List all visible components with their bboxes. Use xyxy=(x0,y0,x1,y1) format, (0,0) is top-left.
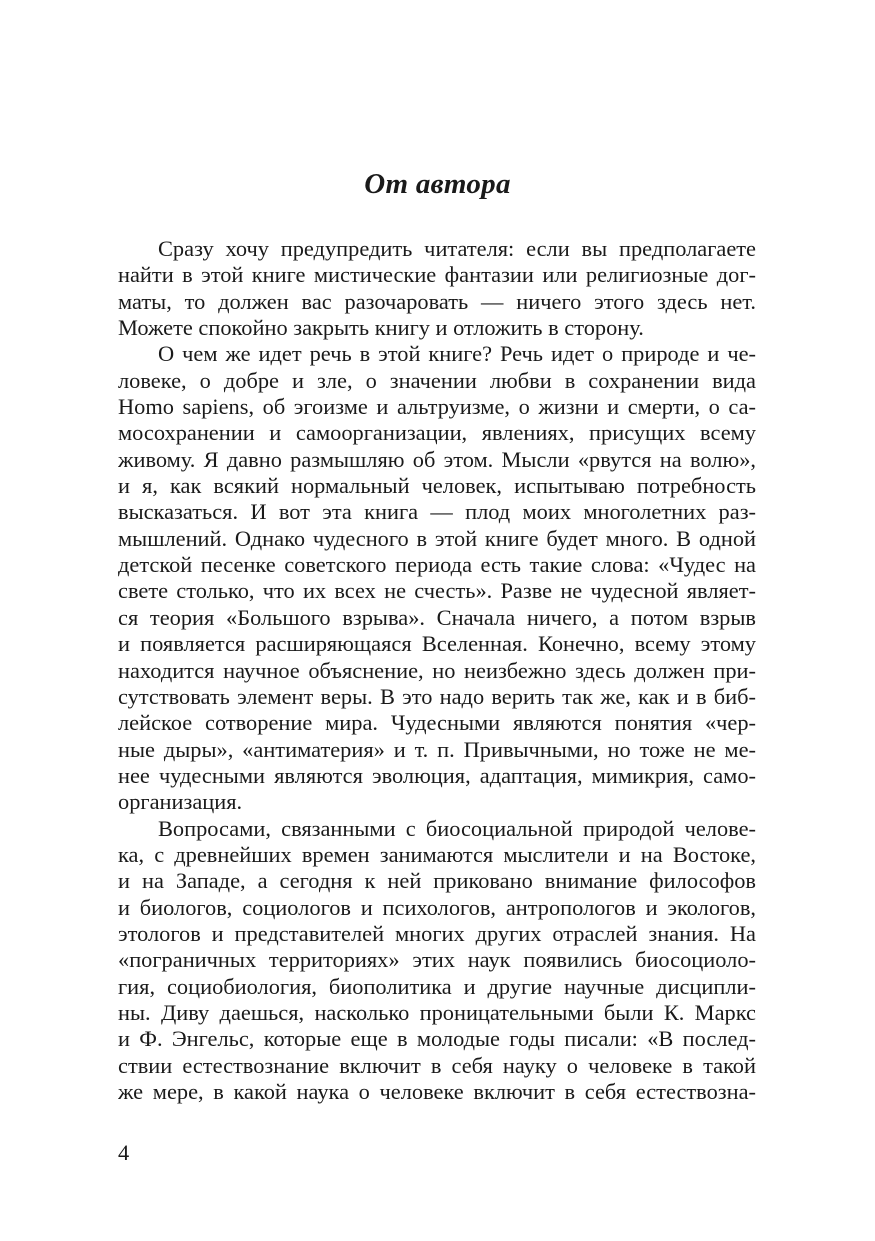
page-title: От автора xyxy=(364,168,511,200)
text-line: же мере, в какой наука о человеке включит в себя естествозна- xyxy=(118,1079,756,1104)
text-line: организация. xyxy=(118,789,243,815)
text-line: детской песенке советского периода есть такие слова: «Чудес на xyxy=(118,552,756,578)
text-line: живому. Я давно размышляю об этом. Мысли «рвутся на волю», xyxy=(118,446,756,472)
text-line: мосохранении и самоорганизации, явлениях, присущих всему xyxy=(118,420,756,446)
text-line: Можете спокойно закрыть книгу и отложить в сторону. xyxy=(118,315,644,341)
text-line: Сразу хочу предупредить читателя: если вы предполагаете xyxy=(158,236,756,261)
text-line: нее чудесными являются эволюция, адаптация, мимикрия, само- xyxy=(118,762,756,788)
text-line: и на Западе, а сегодня к ней приковано внимание философов xyxy=(118,868,756,894)
page-number: 4 xyxy=(118,1140,130,1165)
text-line: Вопросами, связанными с биосоциальной природой челове- xyxy=(158,815,756,841)
text-line: найти в этой книге мистические фантазии или религиозные дог- xyxy=(118,262,756,288)
text-line: и появляется расширяющаяся Вселенная. Конечно, всему этому xyxy=(118,631,756,657)
text-line: находится научное объяснение, но неизбежно здесь должен при- xyxy=(118,657,756,683)
text-line: ствии естествознание включит в себя науку о человеке в такой xyxy=(118,1052,756,1078)
text-line: Homo sapiens, об эгоизме и альтруизме, о жизни и смерти, о са- xyxy=(118,394,756,420)
text-line: ны. Диву даешься, насколько проницательными были К. Маркс xyxy=(118,999,756,1025)
text-line: сутствовать элемент веры. В это надо верить так же, как и в биб- xyxy=(118,683,756,709)
text-line: ка, с древнейших времен занимаются мыслители и на Востоке, xyxy=(118,841,756,867)
text-line: ловеке, о добре и зле, о значении любви в сохранении вида xyxy=(118,367,756,393)
body-text xyxy=(118,236,756,1105)
text-line: «пограничных территориях» этих наук появились биосоциоло- xyxy=(118,947,756,973)
text-line: этологов и представителей многих других отраслей знания. На xyxy=(118,920,756,946)
text-line: ся теория «Большого взрыва». Сначала ничего, а потом взрыв xyxy=(118,604,756,630)
text-line: и биологов, социологов и психологов, антропологов и экологов, xyxy=(118,894,756,920)
text-line: и Ф. Энгельс, которые еще в молодые годы писали: «В послед- xyxy=(118,1026,756,1052)
text-line: и я, как всякий нормальный человек, испытываю потребность xyxy=(118,473,756,499)
text-line: мышлений. Однако чудесного в этой книге будет много. В одной xyxy=(118,525,756,551)
text-line: ные дыры», «антиматерия» и т. п. Привычными, но тоже не ме- xyxy=(118,736,756,762)
text-line: гия, социобиология, биополитика и другие научные дисципли- xyxy=(118,973,756,999)
text-line: высказаться. И вот эта книга — плод моих многолетних раз- xyxy=(118,499,756,525)
text-line: О чем же идет речь в этой книге? Речь идет о природе и че- xyxy=(158,341,756,367)
text-line: лейское сотворение мира. Чудесными являются понятия «чер- xyxy=(118,710,756,736)
text-line: маты, то должен вас разочаровать — ничего этого здесь нет. xyxy=(118,288,756,314)
text-line: свете столько, что их всех не счесть». Разве не чудесной являет- xyxy=(118,578,756,604)
